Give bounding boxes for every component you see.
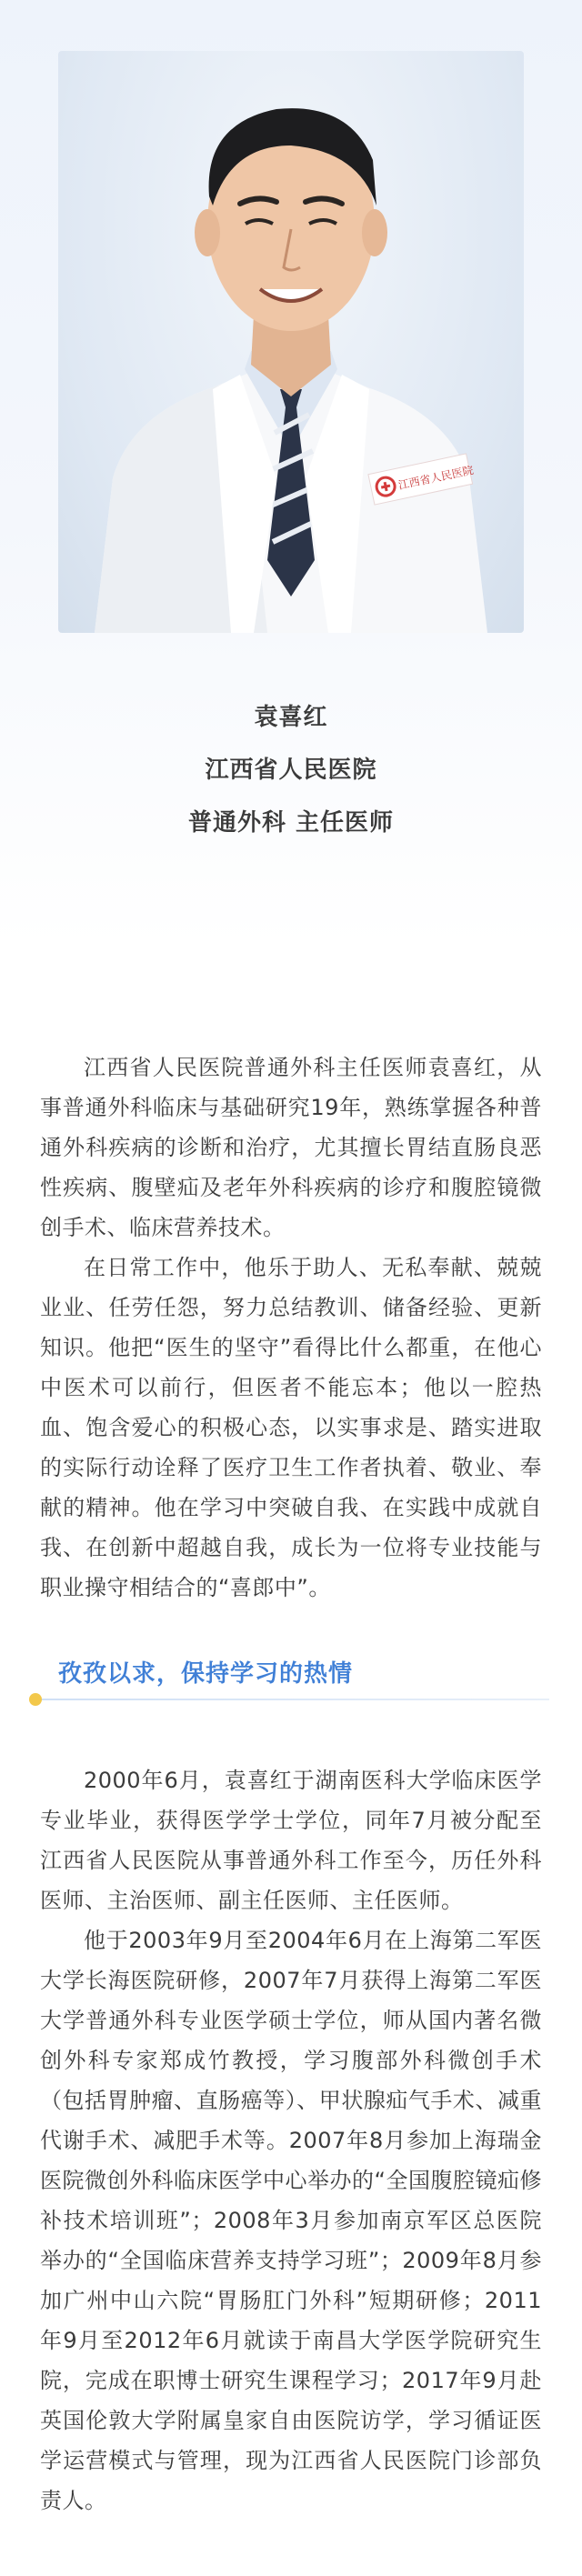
doctor-title: 普通外科 主任医师 [187,809,395,837]
intro-paragraph-2: 在日常工作中，他乐于助人、无私奉献、兢兢业业、任劳任怨，努力总结教训、储备经验、更新知识。他把“医生的坚守”看得比什么都重，在他心中医术可以前行，但医者不能忘本；他以一腔热血、饱含爱心的积极心态，以实事求是、踏实进取的实际行动诠释了医疗卫生工作者执着、敬业、奉献的精神。他在学习中突破自我、在实践中成就自我、在创新中超越自我，成长为一位将专业技能与职业操守相结合的“喜郎中”。 [40,1255,542,1600]
doctor-hospital: 江西省人民医院 [205,757,377,784]
doctor-portrait [58,51,524,633]
doctor-name: 袁喜红 [254,704,328,731]
intro-paragraph-1: 江西省人民医院普通外科主任医师袁喜红，从事普通外科临床与基础研究19年，熟练掌握各种普通外科疾病的诊断和治疗，尤其擅长胃结直肠良恶性疾病、腹壁疝及老年外科疾病的诊疗和腹腔镜微创手术、临床营养技术。 [40,1055,542,1240]
section-divider [40,1699,549,1700]
section-header [40,1642,542,1724]
svg-text:江西省人民医院: 江西省人民医院 [396,463,475,492]
doctor-info [0,691,582,849]
article-body [40,946,542,2521]
section-paragraph-1: 2000年6月，袁喜红于湖南医科大学临床医学专业毕业，获得医学学士学位，同年7月被分配至江西省人民医院从事普通外科工作至今，历任外科医师、主治医师、副主任医师、主任医师。 [40,1768,542,1913]
section-dot-icon [29,1693,42,1706]
doctor-portrait-illustration [58,51,524,633]
profile-hero [0,0,582,946]
section-title: 孜孜以求，保持学习的热情 [58,1660,354,1688]
section-paragraph-2: 他于2003年9月至2004年6月在上海第二军医大学长海医院研修，2007年7月获得上海第二军医大学普通外科专业医学硕士学位，师从国内著名微创外科专家郑成竹教授，学习腹部外科微创手术（包括胃肿瘤、直肠癌等）、甲状腺疝气手术、减重代谢手术、减肥手术等。2007年8月参加上海瑞金医院微创外科临床医学中心举办的“全国腹腔镜疝修补技术培训班”；2008年3月参加南京军区总医院举办的“全国临床营养支持学习班”；2009年8月参加广州中山六院“胃肠肛门外科”短期研修；2011年9月至2012年6月就读于南昌大学医学院研究生院，完成在职博士研究生课程学习；2017年9月赴英国伦敦大学附属皇家自由医院访学，学习循证医学运营模式与管理，现为江西省人民医院门诊部负责人。 [40,1928,542,2513]
